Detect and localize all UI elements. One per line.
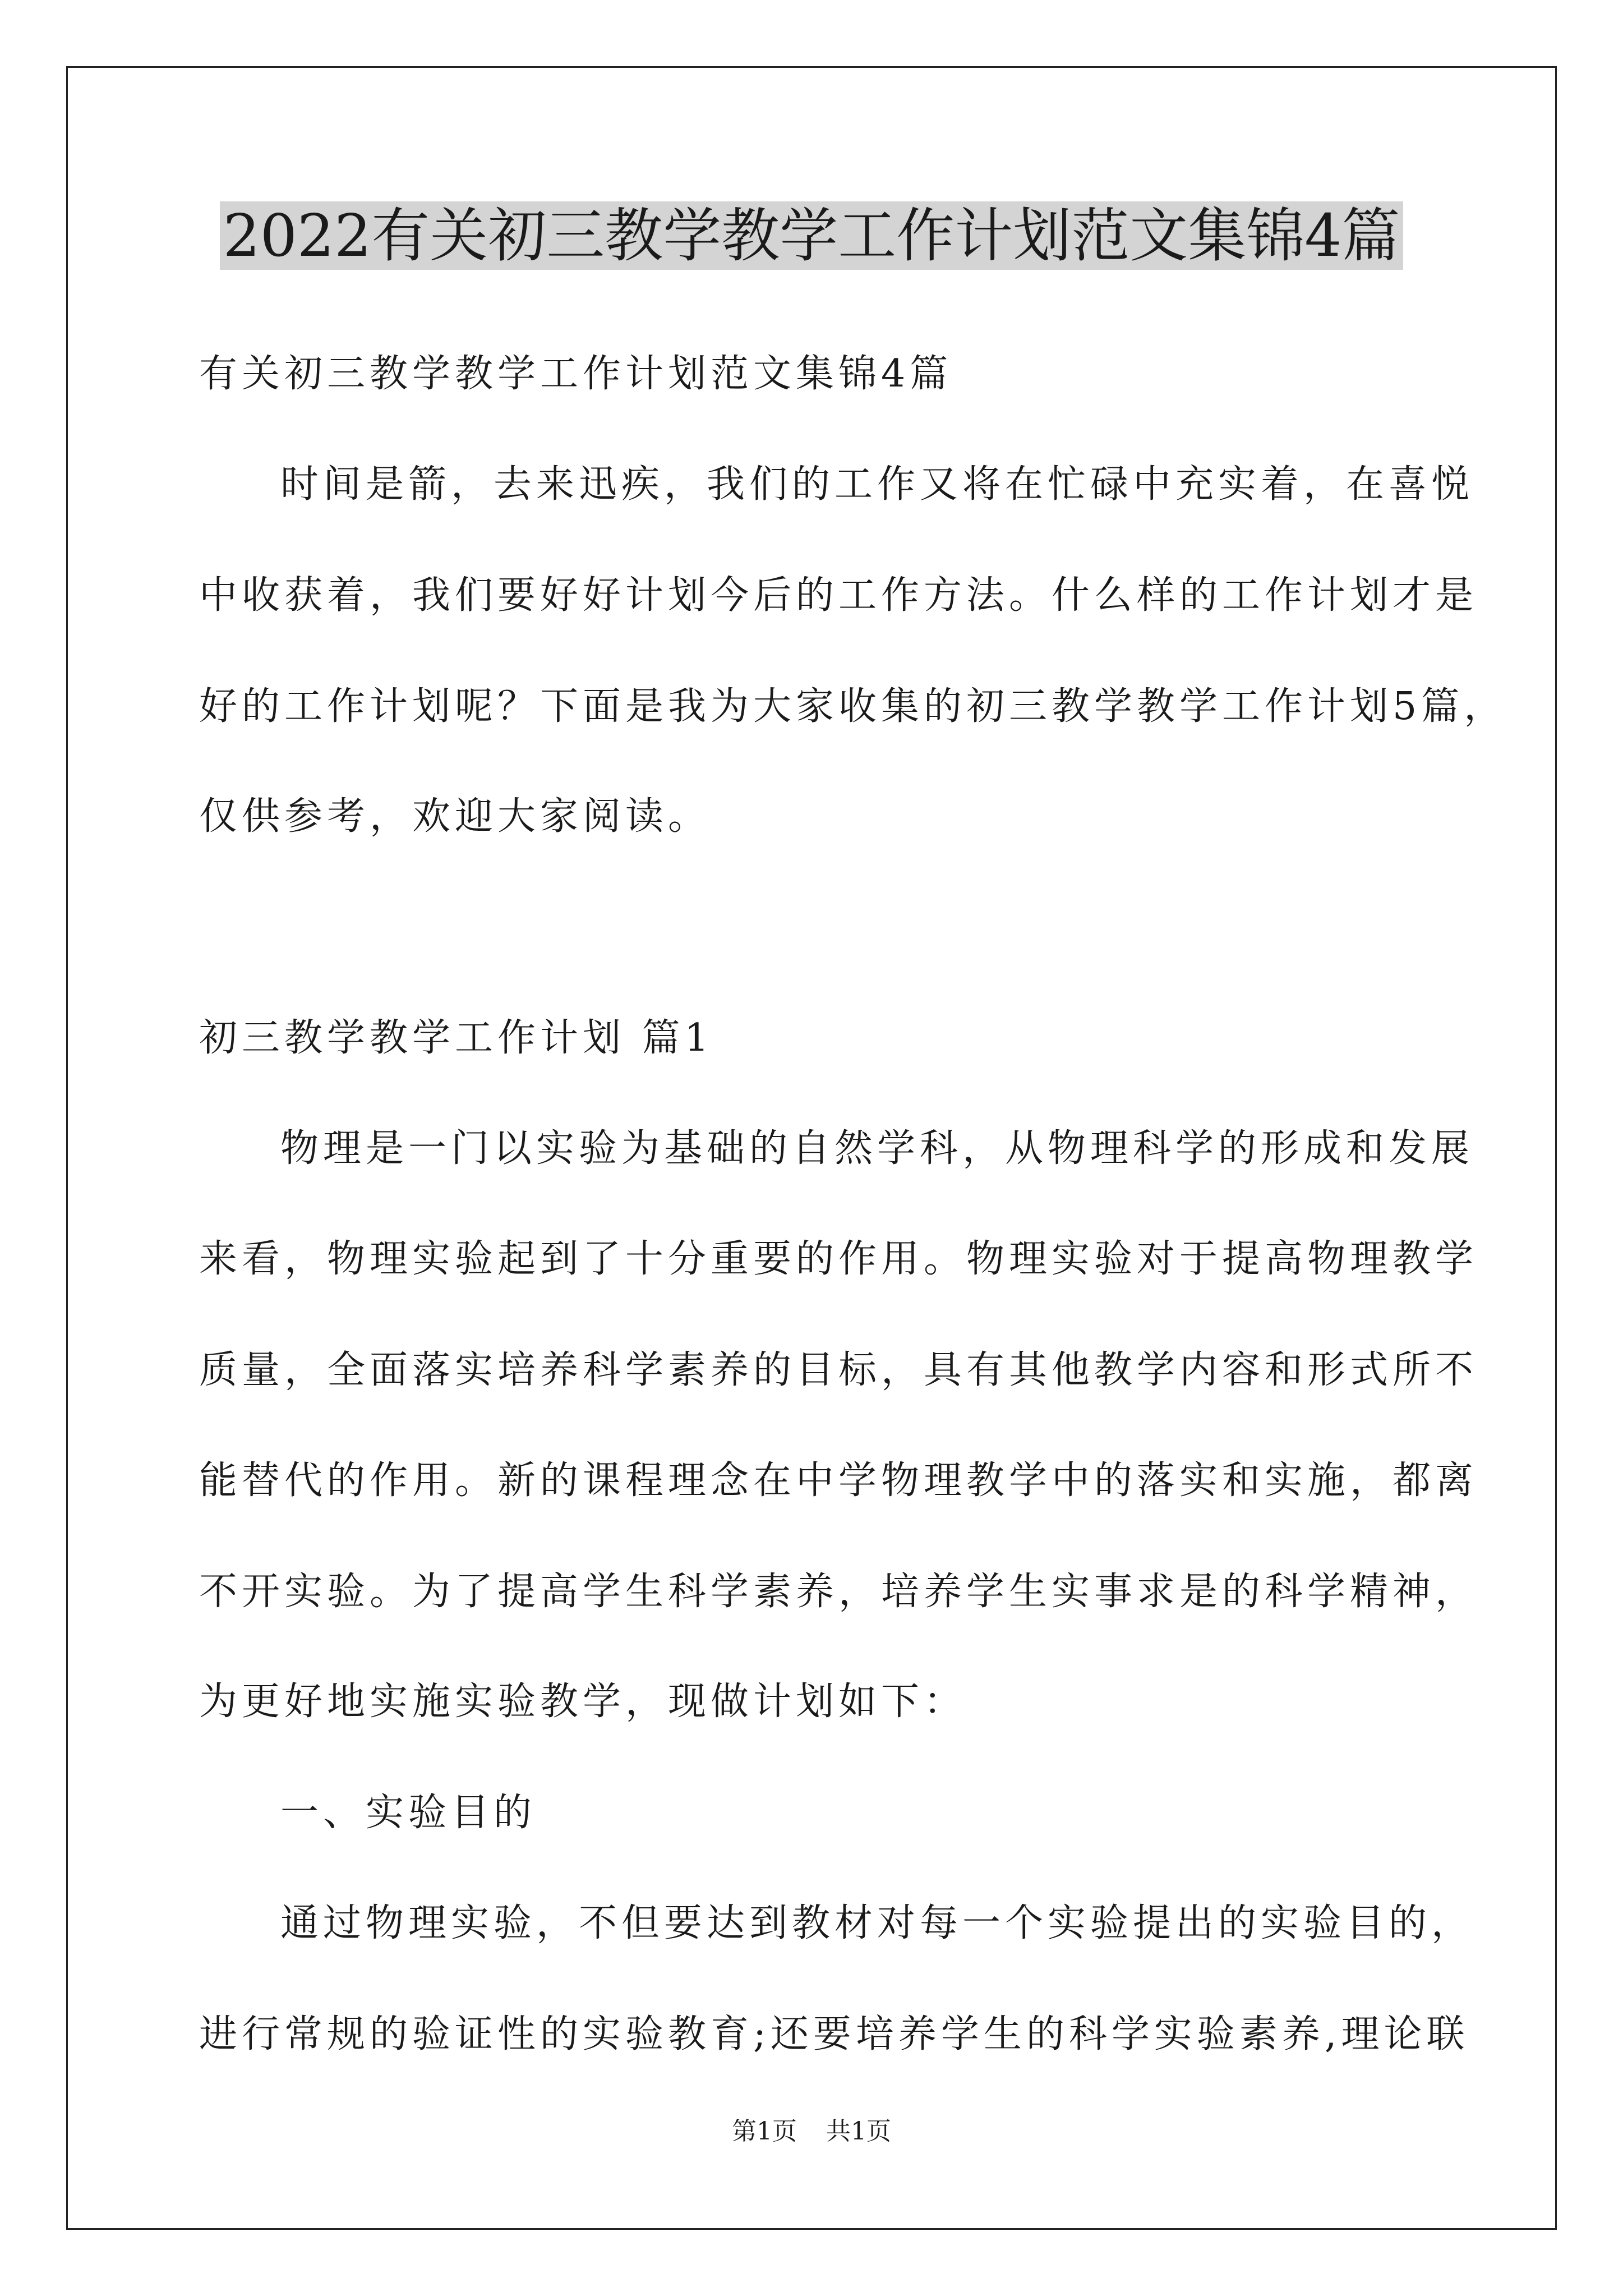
section-line: 为更好地实施实验教学，现做计划如下： bbox=[199, 1680, 967, 1724]
section-line: 质量，全面落实培养科学素养的目标，具有其他教学内容和形式所不 bbox=[199, 1348, 1478, 1392]
intro-line: 中收获着，我们要好好计划今后的工作方法。什么样的工作计划才是 bbox=[199, 573, 1478, 618]
body-line: 进行常规的验证性的实验教育;还要培养学生的科学实验素养,理论联 bbox=[199, 2012, 1469, 2056]
document-title-text: 2022有关初三教学教学工作计划范文集锦4篇 bbox=[220, 201, 1404, 270]
section-line: 不开实验。为了提高学生科学素养，培养学生实事求是的科学精神， bbox=[199, 1570, 1478, 1614]
section-line: 能替代的作用。新的课程理念在中学物理教学中的落实和实施，都离 bbox=[199, 1458, 1478, 1503]
document-title bbox=[0, 194, 1623, 278]
body-line: 通过物理实验，不但要达到教材对每一个实验提出的实验目的， bbox=[280, 1901, 1474, 1945]
page-total: 共1页 bbox=[826, 2117, 891, 2146]
intro-line: 好的工作计划呢？下面是我为大家收集的初三教学教学工作计划5篇， bbox=[199, 684, 1507, 729]
section-line: 来看，物理实验起到了十分重要的作用。物理实验对于提高物理教学 bbox=[199, 1237, 1478, 1281]
page-number: 第1页 bbox=[732, 2117, 797, 2146]
subheading: 一、实验目的 bbox=[280, 1791, 537, 1835]
section-line: 物理是一门以实验为基础的自然学科，从物理科学的形成和发展 bbox=[280, 1126, 1474, 1171]
section-heading: 初三教学教学工作计划 篇1 bbox=[199, 1016, 713, 1060]
document-subtitle: 有关初三教学教学工作计划范文集锦4篇 bbox=[199, 352, 953, 396]
page-footer bbox=[0, 2115, 1623, 2148]
intro-line: 时间是箭，去来迅疾，我们的工作又将在忙碌中充实着，在喜悦 bbox=[280, 462, 1474, 507]
intro-line: 仅供参考，欢迎大家阅读。 bbox=[199, 794, 711, 839]
